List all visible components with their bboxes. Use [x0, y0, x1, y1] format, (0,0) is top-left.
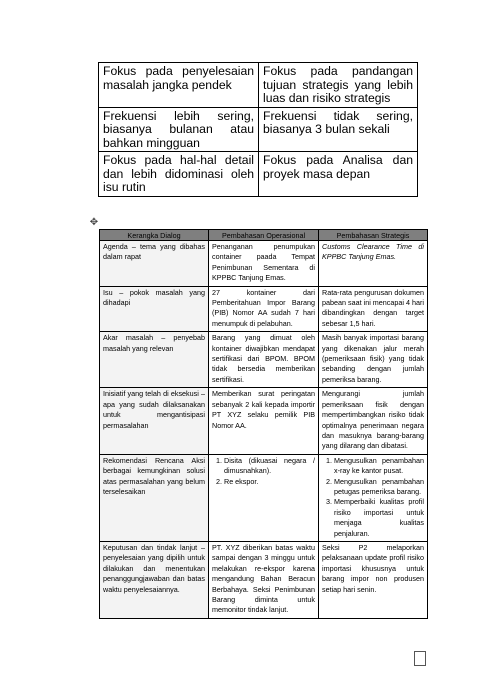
kerangka-cell: Keputusan dan tindak lanjut – penyelesaian yang dipilih untuk dilakukan dan menentukan penanggungjawaban dan batas waktu penyelesaiannya.: [100, 541, 209, 618]
list-item: 2. Re ekspor.: [224, 477, 315, 487]
table-header-row: [100, 230, 428, 241]
table-cell: Fokus pada pandangan tujuan strategis yang lebih luas dan risiko strategis: [259, 63, 418, 108]
table-row: [100, 241, 428, 287]
list-item: 1. Mengusulkan penambahan x-ray ke kantor pusat.: [334, 456, 424, 477]
table-row: [100, 388, 428, 454]
list-item: 3. Memperbaiki kualitas profil risiko importasi untuk menjaga kualitas penjaluran.: [334, 497, 424, 539]
table-cell: Frekuensi tidak sering, biasanya 3 bulan sekali: [259, 107, 418, 152]
strategis-cell: [319, 454, 428, 541]
operasional-cell: PT. XYZ diberikan batas waktu sampai dengan 3 minggu untuk melakukan re-ekspor karena mengandung Bahan Beracun Berbahaya. Seksi Penimbunan Barang diminta untuk memonitor tindak lanjut.: [209, 541, 319, 618]
table-row: [99, 152, 418, 197]
kerangka-cell: Agenda – tema yang dibahas dalam rapat: [100, 241, 209, 287]
table-cell: Fokus pada Analisa dan proyek masa depan: [259, 152, 418, 197]
kerangka-cell: Isu – pokok masalah yang dihadapi: [100, 286, 209, 332]
column-header-strategis: Pembahasan Strategis: [319, 230, 428, 241]
kerangka-cell: Akar masalah – penyebab masalah yang relevan: [100, 332, 209, 388]
operasional-cell: Barang yang dimuat oleh kontainer diwajibkan mendapat sertifikasi dari BPOM. BPOM tidak bersedia memberikan sertifikasi.: [209, 332, 319, 388]
strategis-cell: Mengurangi jumlah pemeriksaan fisik dengan mempertimbangkan risiko tidak optimalnya penerimaan negara dan masuknya barang-barang yang dilarang dan dibatasi.: [319, 388, 428, 454]
table-cell: Frekuensi lebih sering, biasanya bulanan atau bahkan mingguan: [99, 107, 259, 152]
table-row: [99, 107, 418, 152]
strategis-cell: Seksi P2 melaporkan pelaksanaan update profil risiko importasi khususnya untuk barang impor non produsen setiap hari senin.: [319, 541, 428, 618]
meeting-dialog-table: [99, 229, 428, 619]
page-corner-marker: [414, 651, 426, 666]
table-row: [100, 454, 428, 541]
kerangka-cell: Rekomendasi Rencana Aksi berbagai kemungkinan solusi atas permasalahan yang belum terselesaikan: [100, 454, 209, 541]
table-row: [100, 541, 428, 618]
operasional-cell: Penanganan penumpukan container paada Tempat Penimbunan Sementara di KPPBC Tanjung Emas.: [209, 241, 319, 287]
strategis-cell: Customs Clearance Time di KPPBC Tanjung Emas.: [319, 241, 428, 287]
column-header-operasional: Pembahasan Operasional: [209, 230, 319, 241]
table-cell: Fokus pada penyelesaian masalah jangka pendek: [99, 63, 259, 108]
table-row: [100, 332, 428, 388]
strategis-cell: Rata-rata pengurusan dokumen pabean saat ini mencapai 4 hari dibandingkan dengan target sebesar 1,5 hari.: [319, 286, 428, 332]
table-row: [99, 63, 418, 108]
list-item: 2. Mengusulkan penambahan petugas pemeriksa barang.: [334, 477, 424, 498]
table-move-handle-icon[interactable]: ✥: [89, 217, 99, 228]
operasional-cell: 27 kontainer dari Pemberitahuan Impor Barang (PIB) Nomor AA sudah 7 hari menumpuk di pelabuhan.: [209, 286, 319, 332]
table-row: [100, 286, 428, 332]
operasional-list: [212, 456, 315, 487]
kerangka-cell: Inisiatif yang telah di eksekusi – apa yang sudah dilaksanakan untuk mengantisipasi permasalahan: [100, 388, 209, 454]
strategis-list: [322, 456, 424, 539]
strategis-cell: Masih banyak importasi barang yang dikenakan jalur merah (pemeriksaan fisik) yang tidak sebanding dengan jumlah pemeriksa barang.: [319, 332, 428, 388]
list-item: 1. Disita (dikuasai negara / dimusnahkan).: [224, 456, 315, 477]
operasional-cell: Memberikan surat peringatan sebanyak 2 kali kepada importir PT XYZ selaku pemilik PIB Nomor AA.: [209, 388, 319, 454]
column-header-kerangka: Kerangka Dialog: [100, 230, 209, 241]
table-cell: Fokus pada hal-hal detail dan lebih didominasi oleh isu rutin: [99, 152, 259, 197]
comparison-table: [98, 62, 418, 197]
operasional-cell: [209, 454, 319, 541]
